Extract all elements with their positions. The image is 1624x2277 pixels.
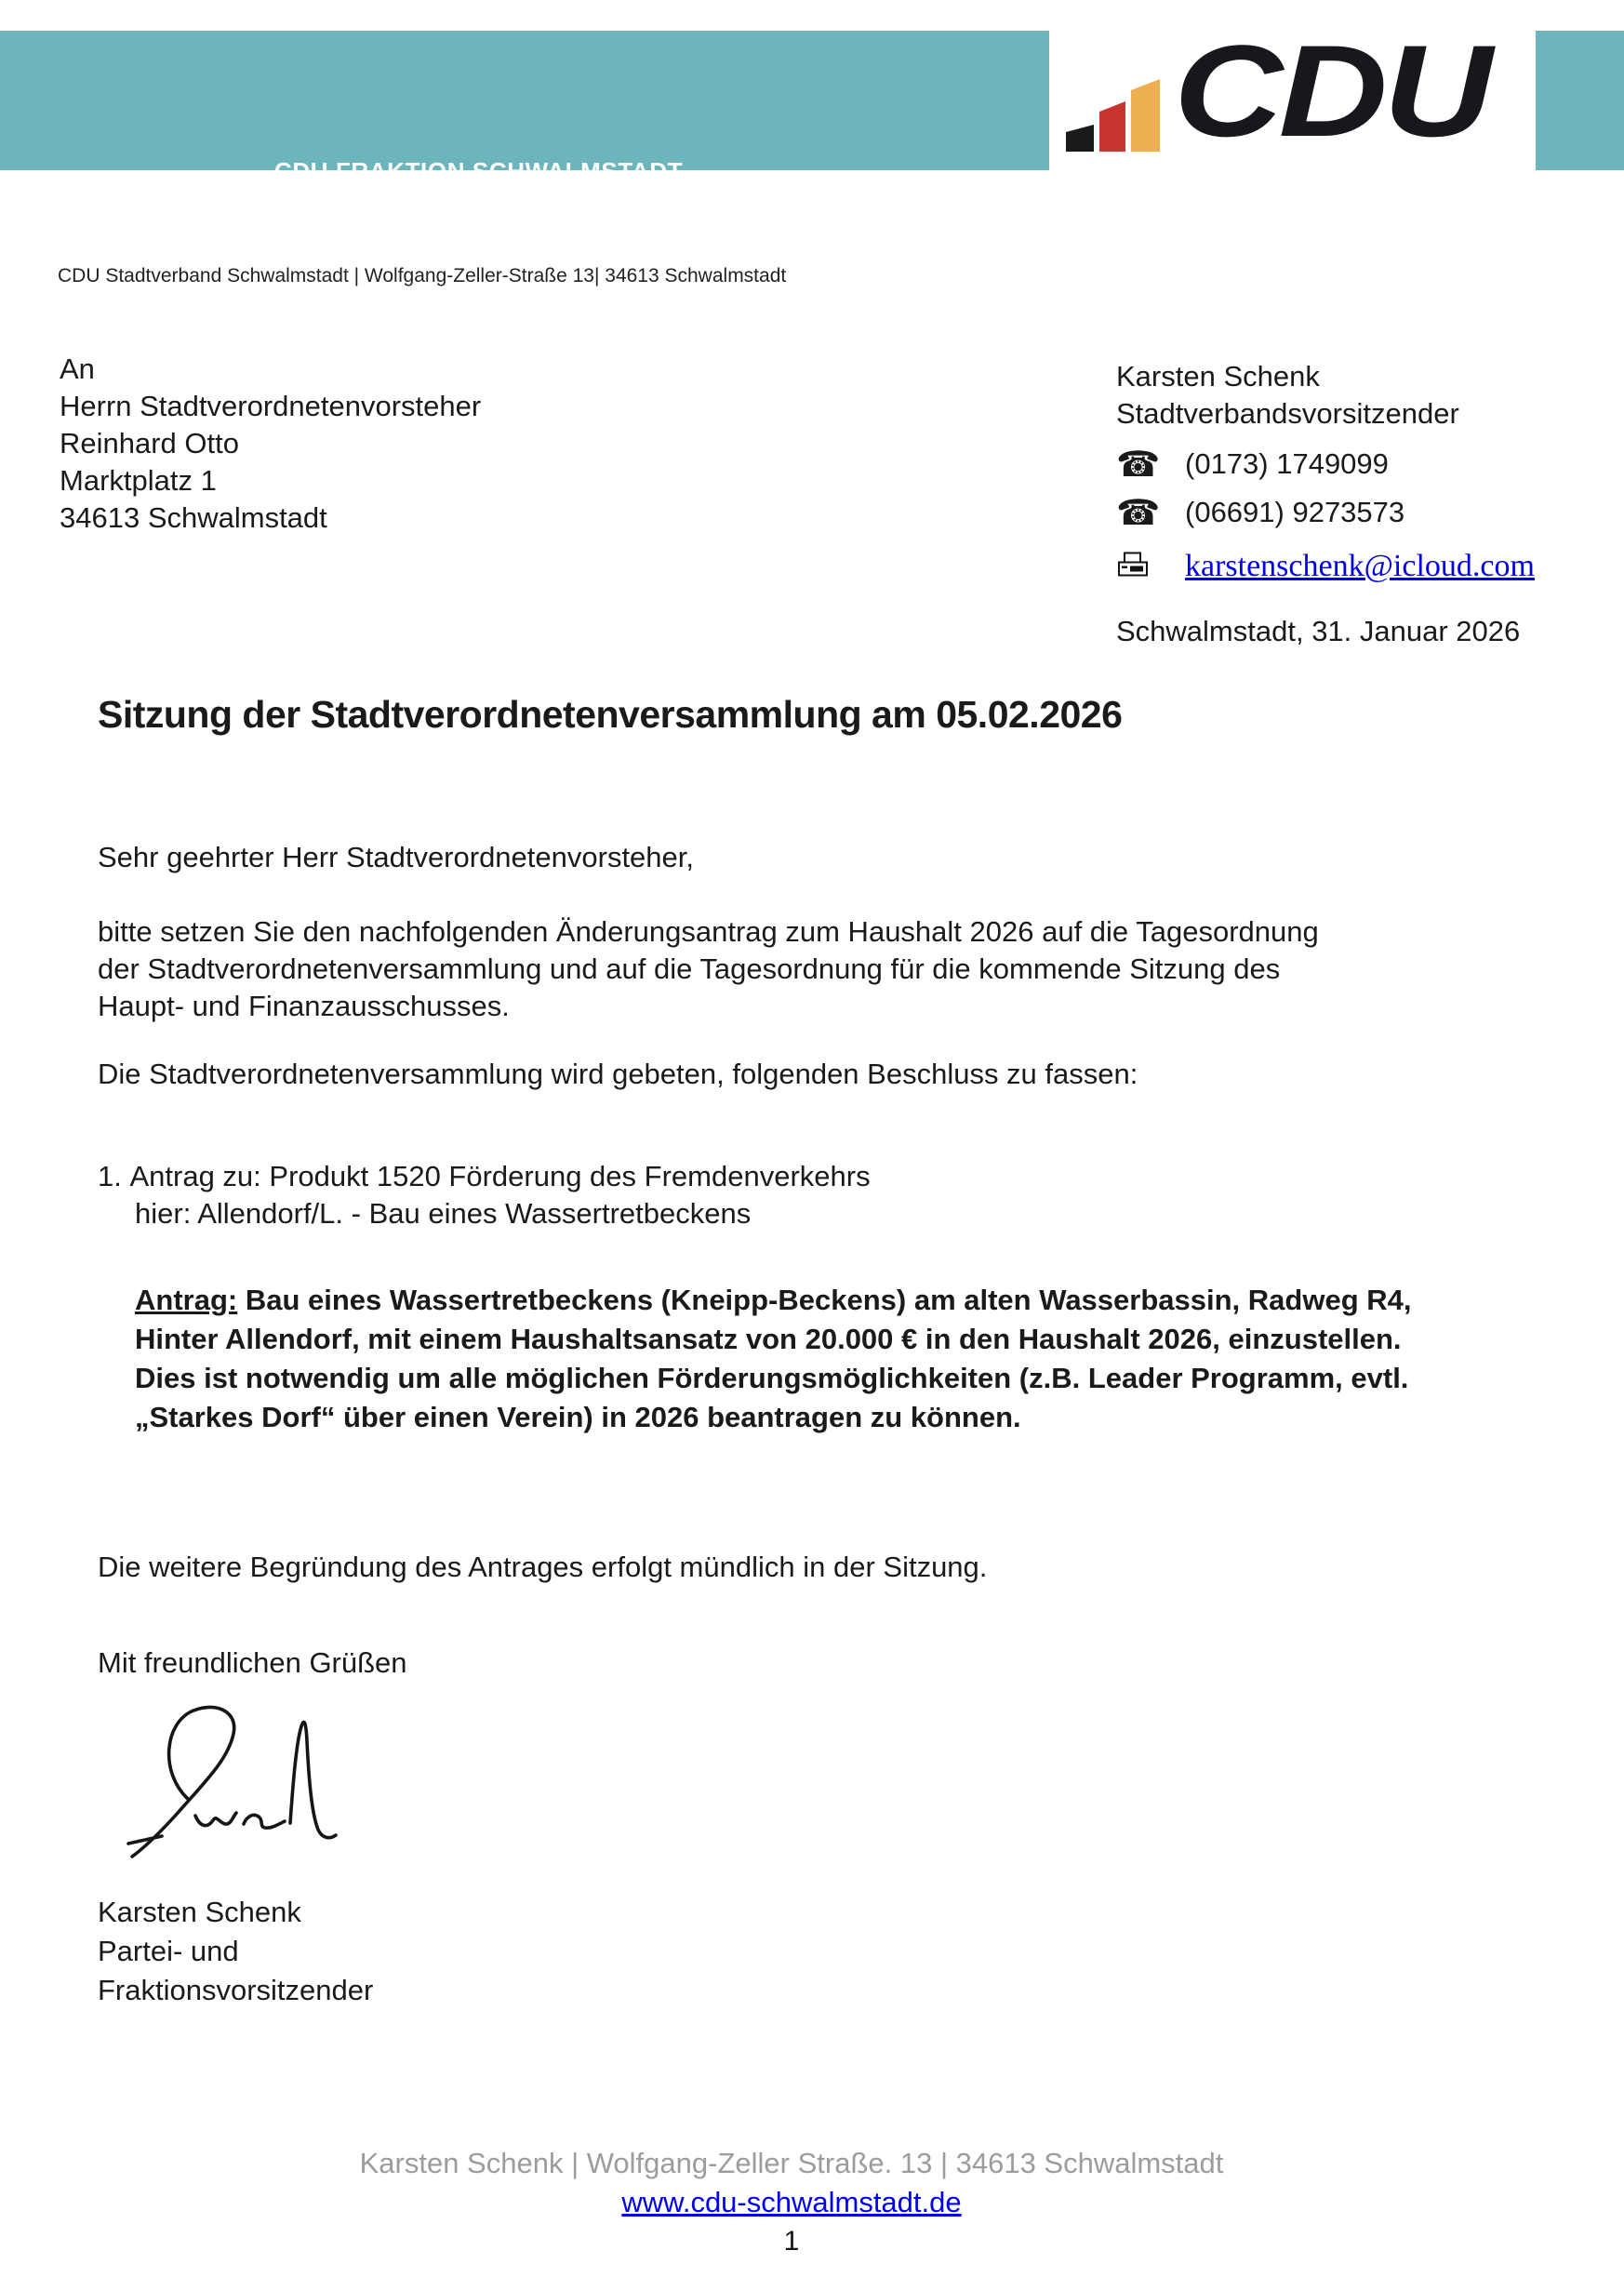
recipient-line: Reinhard Otto	[60, 427, 239, 459]
contact-role: Stadtverbandsvorsitzender	[1116, 397, 1459, 430]
contact-block	[1116, 358, 1535, 650]
recipient-line: 34613 Schwalmstadt	[60, 501, 327, 534]
agenda-item-line1	[98, 1158, 871, 1195]
salutation: Sehr geehrter Herr Stadtverordnetenvorsteher,	[98, 841, 695, 873]
header-band-left	[0, 31, 1049, 185]
logo-bar-black	[1066, 125, 1094, 152]
body-paragraph: Die Stadtverordnetenversammlung wird gebeten, folgenden Beschluss zu fassen:	[98, 1058, 1138, 1090]
fax-icon	[1116, 552, 1185, 581]
agenda-item-number: 1.	[98, 1160, 122, 1192]
recipient-address	[60, 351, 481, 537]
subject-line: Sitzung der Stadtverordnetenversammlung am 05.02.2026	[98, 693, 1123, 736]
recipient-line: Herrn Stadtverordnetenvorsteher	[60, 390, 482, 422]
phone-row-mobile	[1116, 440, 1535, 488]
phone-row-landline	[1116, 488, 1535, 537]
signature	[121, 1702, 344, 1879]
logo-bar-gold	[1131, 79, 1160, 152]
sender-line: CDU Stadtverband Schwalmstadt | Wolfgang-Zeller-Straße 13| 34613 Schwalmstadt	[58, 265, 787, 286]
closing-phrase: Mit freundlichen Grüßen	[98, 1646, 407, 1679]
phone-number-mobile: (0173) 1749099	[1185, 447, 1389, 480]
header-band-title: CDU FRAKTION SCHWALMSTADT	[274, 157, 684, 185]
email-row	[1116, 542, 1535, 591]
contact-name: Karsten Schenk	[1116, 360, 1320, 393]
phone-number-landline: (06691) 9273573	[1185, 496, 1405, 528]
body-paragraph: Die weitere Begründung des Antrages erfolgt mündlich in der Sitzung.	[98, 1551, 988, 1583]
recipient-line: Marktplatz 1	[60, 464, 217, 497]
cdu-logo-wordmark: CDU	[1174, 18, 1488, 164]
footer	[0, 2144, 1583, 2261]
logo-bar-red	[1099, 101, 1125, 152]
page-number: 1	[783, 2226, 800, 2257]
signer-block	[98, 1893, 373, 2010]
signer-line: Partei- und	[98, 1935, 239, 1967]
body-paragraph: bitte setzen Sie den nachfolgenden Änderungsantrag zum Haushalt 2026 auf die Tagesordnung der Stadtverordnetenversammlung und auf die Tagesordnung für die kommende Sitzung des Haupt- und Finanzausschusses.	[98, 915, 1319, 1022]
recipient-line: An	[60, 353, 95, 385]
header-band-right	[1536, 31, 1624, 170]
phone-icon: ☎	[1116, 444, 1161, 485]
cdu-logo-bars-icon	[1066, 78, 1161, 153]
website-link[interactable]: www.cdu-schwalmstadt.de	[621, 2186, 962, 2218]
email-link[interactable]: karstenschenk@icloud.com	[1185, 549, 1535, 583]
agenda-item-line2: hier: Allendorf/L. - Bau eines Wassertretbeckens	[135, 1197, 752, 1230]
footer-address: Karsten Schenk | Wolfgang-Zeller Straße. 13 | 34613 Schwalmstadt	[359, 2147, 1224, 2179]
agenda-item-text: Antrag zu: Produkt 1520 Förderung des Fremdenverkehrs	[129, 1160, 871, 1192]
agenda-item-1	[98, 1158, 871, 1232]
motion-label: Antrag:	[135, 1284, 238, 1316]
signer-line: Fraktionsvorsitzender	[98, 1974, 374, 2006]
motion-paragraph	[135, 1281, 1432, 1437]
date-line: Schwalmstadt, 31. Januar 2026	[1116, 615, 1521, 647]
signer-line: Karsten Schenk	[98, 1896, 301, 1928]
phone-icon: ☎	[1116, 492, 1161, 533]
motion-text: Bau eines Wassertretbeckens (Kneipp-Beckens) am alten Wasserbassin, Radweg R4, Hinter Allendorf, mit einem Haushaltsansatz von 20.000 € in den Haushalt 2026, einzustellen. Dies ist notwendig um alle möglichen Förderungsmöglichkeiten (z.B. Leader Programm, evtl. „Starkes Dorf“ über einen Verein) in 2026 beantragen zu können.	[135, 1284, 1412, 1433]
